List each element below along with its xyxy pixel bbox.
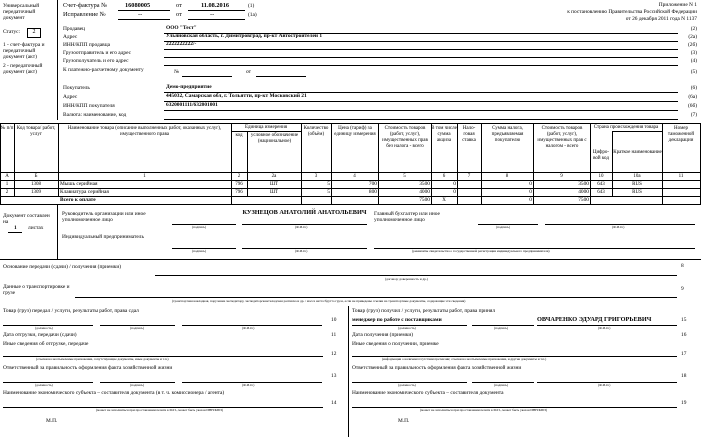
ref-2a: (2а)	[688, 34, 697, 40]
seller-label: Продавец	[63, 26, 86, 32]
row-num: 1	[5, 182, 9, 187]
ship-date-label: Дата отгрузки, передачи (сдачи)	[3, 332, 77, 338]
ref-8: 8	[681, 263, 684, 269]
left-entity-label: Наименование экономического субъекта – составителя документа (в т. ч. комиссионера / агента)	[3, 390, 225, 396]
th-code: Код товара/ работ, услуг	[16, 126, 56, 137]
right-resp-label: Ответственный за правильность оформления факта хозяйственной жизни	[352, 365, 522, 371]
appendix-text-2: от 26 декабря 2011 года N 1137	[625, 16, 697, 22]
correction-date: --	[210, 11, 215, 18]
acc-fio-caption: (Ф.И.О.)	[612, 225, 625, 229]
ref-11: 11	[331, 332, 337, 338]
th-total: Стоимость товаров (работ, услуг), имущественных прав с налогом - всего	[537, 126, 587, 149]
ref-6a: (6а)	[688, 94, 697, 100]
status-note-2: 2 - передаточный документ (акт)	[3, 63, 43, 75]
th-country: Страна происхождения товара	[593, 125, 659, 130]
th-unit: Единица измерения	[244, 125, 288, 130]
colnum-6: 6	[442, 174, 446, 179]
payment-from-label: от	[246, 69, 251, 75]
total-label: Всего к оплате	[60, 197, 96, 203]
row-qty: 5	[327, 189, 330, 195]
colnum-a: А	[5, 174, 9, 179]
colnum-2a: 2а	[271, 174, 277, 179]
recv-fio-value: ОВЧАРЕНКО ЭДУАРД ГРИГОРЬЕВИЧ	[537, 316, 652, 323]
row-unit-name: ШТ	[269, 190, 279, 195]
payment-num-label: №	[174, 69, 180, 75]
left-mp: М.П.	[46, 418, 58, 424]
right-other-label: Иные сведения о получении, приемке	[352, 341, 439, 347]
acc-sign-caption: (подпись)	[496, 225, 511, 229]
row-unit-code: 796	[235, 190, 243, 195]
upd-title: Универсальный передаточный документ	[3, 3, 40, 21]
ref-9: 9	[681, 286, 684, 292]
appendix-text-1: к постановлению Правительства Российской Федерации	[567, 9, 697, 15]
row-tax: 0	[529, 189, 532, 195]
th-num: № п/п	[0, 126, 14, 131]
seller-address-label: Адрес	[63, 34, 78, 40]
row-price: 800	[368, 189, 377, 195]
ref-3: (3)	[690, 50, 697, 56]
right-resp-position-caption: (должность)	[398, 383, 416, 387]
appendix-title: Приложение N 1	[658, 2, 697, 8]
left-resp-fio-caption: (Ф.И.О.)	[242, 383, 255, 387]
invoice-from-label: от	[176, 2, 182, 9]
buyer-label: Покупатель	[63, 85, 90, 91]
th-unit-name: условное обозначение (национальное)	[250, 133, 299, 144]
seller-inn-label: ИНН/КПП продавца	[63, 42, 110, 48]
buyer-inn-label: ИНН/КПП покупателя	[63, 103, 115, 109]
ref-6b: (6б)	[687, 103, 697, 109]
colnum-10: 10	[598, 174, 604, 179]
head-fio-caption: (Ф.И.О.)	[295, 225, 308, 229]
seller-inn-value: 2222222222/-	[166, 41, 197, 47]
colnum-1: 1	[143, 174, 146, 179]
head-name: КУЗНЕЦОВ АНАТОЛИЙ АНАТОЛЬЕВИЧ	[242, 209, 367, 216]
th-unit-code: код	[235, 133, 243, 138]
status-label: Статус:	[3, 29, 21, 35]
row-country-name: RUS	[632, 190, 642, 195]
transport-caption: (транспортная накладная, поручение экспедитору, экспедиторская/складская расписка и др. / масса нетто/брутто груза, если не приведены ссылки на транспортные документы, содержащие эти сведения)	[172, 299, 466, 303]
recv-position-value: менеджер по работе с поставщиками	[352, 317, 442, 323]
colnum-9: 9	[560, 174, 563, 179]
colnum-5: 5	[403, 174, 406, 179]
received-label: Товар (груз) получил / услуги, результаты работ, права принял	[352, 308, 496, 314]
colnum-3: 3	[314, 174, 318, 179]
correction-number: --	[138, 11, 143, 18]
buyer-address-label: Адрес	[63, 94, 78, 100]
recv-position-caption: (должность)	[398, 326, 416, 330]
row-name: Клавиатура серийная	[60, 189, 109, 195]
left-resp-sign-caption: (подпись)	[130, 383, 145, 387]
status-box: 2	[27, 28, 41, 38]
ref-19: 19	[681, 400, 687, 406]
colnum-11: 11	[678, 174, 684, 179]
head-sign-caption: (подпись)	[192, 225, 207, 229]
buyer-inn-value: 6320001111/632001001	[166, 102, 218, 108]
sheets-count: 1	[14, 225, 17, 231]
row-country-name: RUS	[632, 182, 642, 187]
th-qty: Количество (объём)	[303, 126, 329, 137]
left-other-caption: (ссылки на неотъемлемые приложения, сопутствующие документы, иные документы и т.п.)	[36, 357, 169, 361]
ip-cert-caption: (реквизиты свидетельства о государственной регистрации индивидуального предпринимателя)	[412, 249, 550, 253]
row-tax: 0	[529, 181, 532, 187]
basis-caption: (договор; доверенность и др.)	[385, 277, 428, 281]
ref-4: (4)	[690, 58, 697, 64]
ref-1a: (1а)	[248, 12, 257, 18]
ref-6: (6)	[690, 85, 697, 91]
ref-17: 17	[681, 351, 687, 357]
right-resp-sign-caption: (подпись)	[494, 383, 509, 387]
transport-label: Данные о транспортировке и грузе	[3, 284, 70, 296]
colnum-7: 7	[467, 174, 471, 179]
row-unit-name: ШТ	[269, 182, 279, 187]
row-excise: 0	[453, 181, 456, 187]
total-cost: 7500	[419, 197, 430, 203]
invoice-date: 11.08.2016	[201, 2, 229, 9]
payment-doc-label: К платежно-расчетному документу	[63, 67, 144, 73]
recv-date-label: Дата получения (приемки)	[352, 332, 414, 338]
ref-15: 15	[681, 317, 687, 323]
left-sign-caption: (подпись)	[130, 326, 145, 330]
correction-from-label: от	[176, 11, 182, 18]
row-country-code: 643	[597, 182, 605, 187]
seller-value: ООО "Тест"	[166, 25, 197, 31]
total-sum: 7500	[578, 197, 589, 203]
row-name: Мышь серийная	[60, 181, 98, 187]
ip-sign-caption: (подпись)	[192, 249, 207, 253]
currency-label: Валюта: наименование, код	[63, 112, 127, 118]
row-price: 700	[368, 181, 377, 187]
ip-label: Индивидуальный предприниматель	[62, 234, 144, 240]
basis-label: Основание передачи (сдачи) / получения (приемки)	[3, 264, 122, 270]
row-cost: 3500	[419, 181, 430, 187]
right-entity-caption: (может не заполняться при проставлении печати в М.П., может быть указан ИНН/КПП)	[420, 408, 547, 412]
th-country-code: Цифро- вой код	[592, 150, 610, 161]
row-total: 3500	[578, 181, 589, 187]
handed-label: Товар (груз) передал / услуги, результаты работ, права сдал	[3, 308, 139, 314]
row-country-code: 643	[597, 190, 605, 195]
sheets-label: листах	[28, 225, 44, 231]
th-price: Цена (тариф) за единицу измерения	[334, 126, 376, 137]
buyer-value: Демо-предприятие	[166, 84, 212, 90]
ref-10: 10	[331, 317, 337, 323]
correction-label: Исправление №	[63, 11, 106, 18]
buyer-address-value: 445032, Самарская обл, г. Тольятти, пр-кт Московский 21	[166, 93, 307, 99]
right-resp-fio-caption: (Ф.И.О.)	[598, 383, 611, 387]
ref-14: 14	[331, 400, 337, 406]
left-other-label: Иные сведения об отгрузке, передаче	[3, 341, 89, 347]
head-label: Руководитель организации или иное уполномоченное лицо	[62, 211, 146, 223]
ref-12: 12	[331, 351, 337, 357]
ref-7: (7)	[690, 112, 697, 118]
colnum-8: 8	[505, 174, 509, 179]
invoice-label: Счет-фактура №	[63, 2, 108, 9]
status-note-1: 1 - счет-фактура и передаточный документ (акт)	[3, 42, 45, 60]
seller-address-value: Ульяновская область, г. Димитровград, пр-кт Автостроителей 1	[166, 33, 323, 39]
th-name: Наименование товара (описание выполненных работ, оказанных услуг), имущественного права	[67, 126, 222, 137]
doc-label: Документ составлен на	[3, 213, 50, 225]
ref-1: (1)	[248, 3, 255, 9]
total-tax: 0	[529, 197, 532, 203]
recv-fio-caption: (Ф.И.О.)	[598, 326, 611, 330]
row-code: 1308	[31, 182, 41, 187]
row-unit-code: 796	[235, 182, 243, 187]
accountant-label: Главный бухгалтер или иное уполномоченное лицо	[374, 211, 440, 223]
ref-2: (2)	[690, 26, 697, 32]
right-other-caption: (информация о наличии/отсутствии претензии; ссылки на неотъемлемые приложения, и другие документы и т.п.)	[382, 357, 547, 361]
right-mp: М.П.	[398, 418, 410, 424]
colnum-b: Б	[34, 174, 38, 179]
ip-fio-caption: (Ф.И.О.)	[295, 249, 308, 253]
upd-divider	[57, 0, 58, 120]
ref-2b: (2б)	[687, 42, 697, 48]
row-excise: 0	[453, 189, 456, 195]
row-num: 2	[5, 190, 9, 195]
ref-5: (5)	[690, 69, 697, 75]
ref-16: 16	[681, 332, 687, 338]
left-entity-caption: (может не заполняться при проставлении печати в М.П., может быть указан ИНН/КПП)	[96, 408, 223, 412]
colnum-10a: 10а	[633, 174, 641, 179]
th-customs: Номер таможенной декларации	[667, 126, 695, 143]
row-qty: 5	[327, 181, 330, 187]
th-excise: В том числе сумма акциза	[431, 126, 457, 143]
ref-13: 13	[331, 373, 337, 379]
left-fio-caption: (Ф.И.О.)	[242, 326, 255, 330]
consignee-label: Грузополучатель и его адрес	[63, 58, 129, 64]
recv-sign-caption: (подпись)	[494, 326, 509, 330]
left-position-caption: (должность)	[35, 326, 53, 330]
invoice-number: 16080005	[125, 2, 151, 9]
left-resp-position-caption: (должность)	[35, 383, 53, 387]
colnum-2: 2	[237, 174, 241, 179]
shipper-label: Грузоотправитель и его адрес	[63, 50, 132, 56]
th-tax: Сумма налога, предъявляемая покупателю	[491, 126, 524, 143]
total-mark: X	[442, 198, 446, 203]
colnum-4: 4	[353, 174, 356, 179]
row-cost: 4000	[419, 189, 430, 195]
th-cost: Стоимость товаров (работ, услуг), имущественных прав без налога - всего	[382, 126, 428, 149]
ref-18: 18	[681, 373, 687, 379]
th-country-name: Краткое наименование	[613, 150, 662, 155]
th-rate: Нало- говая ставка	[462, 126, 476, 143]
row-total: 4000	[578, 189, 589, 195]
left-resp-label: Ответственный за правильность оформления факта хозяйственной жизни	[3, 365, 173, 371]
right-entity-label: Наименование экономического субъекта – составителя документа	[352, 390, 504, 396]
row-code: 1309	[31, 190, 41, 195]
